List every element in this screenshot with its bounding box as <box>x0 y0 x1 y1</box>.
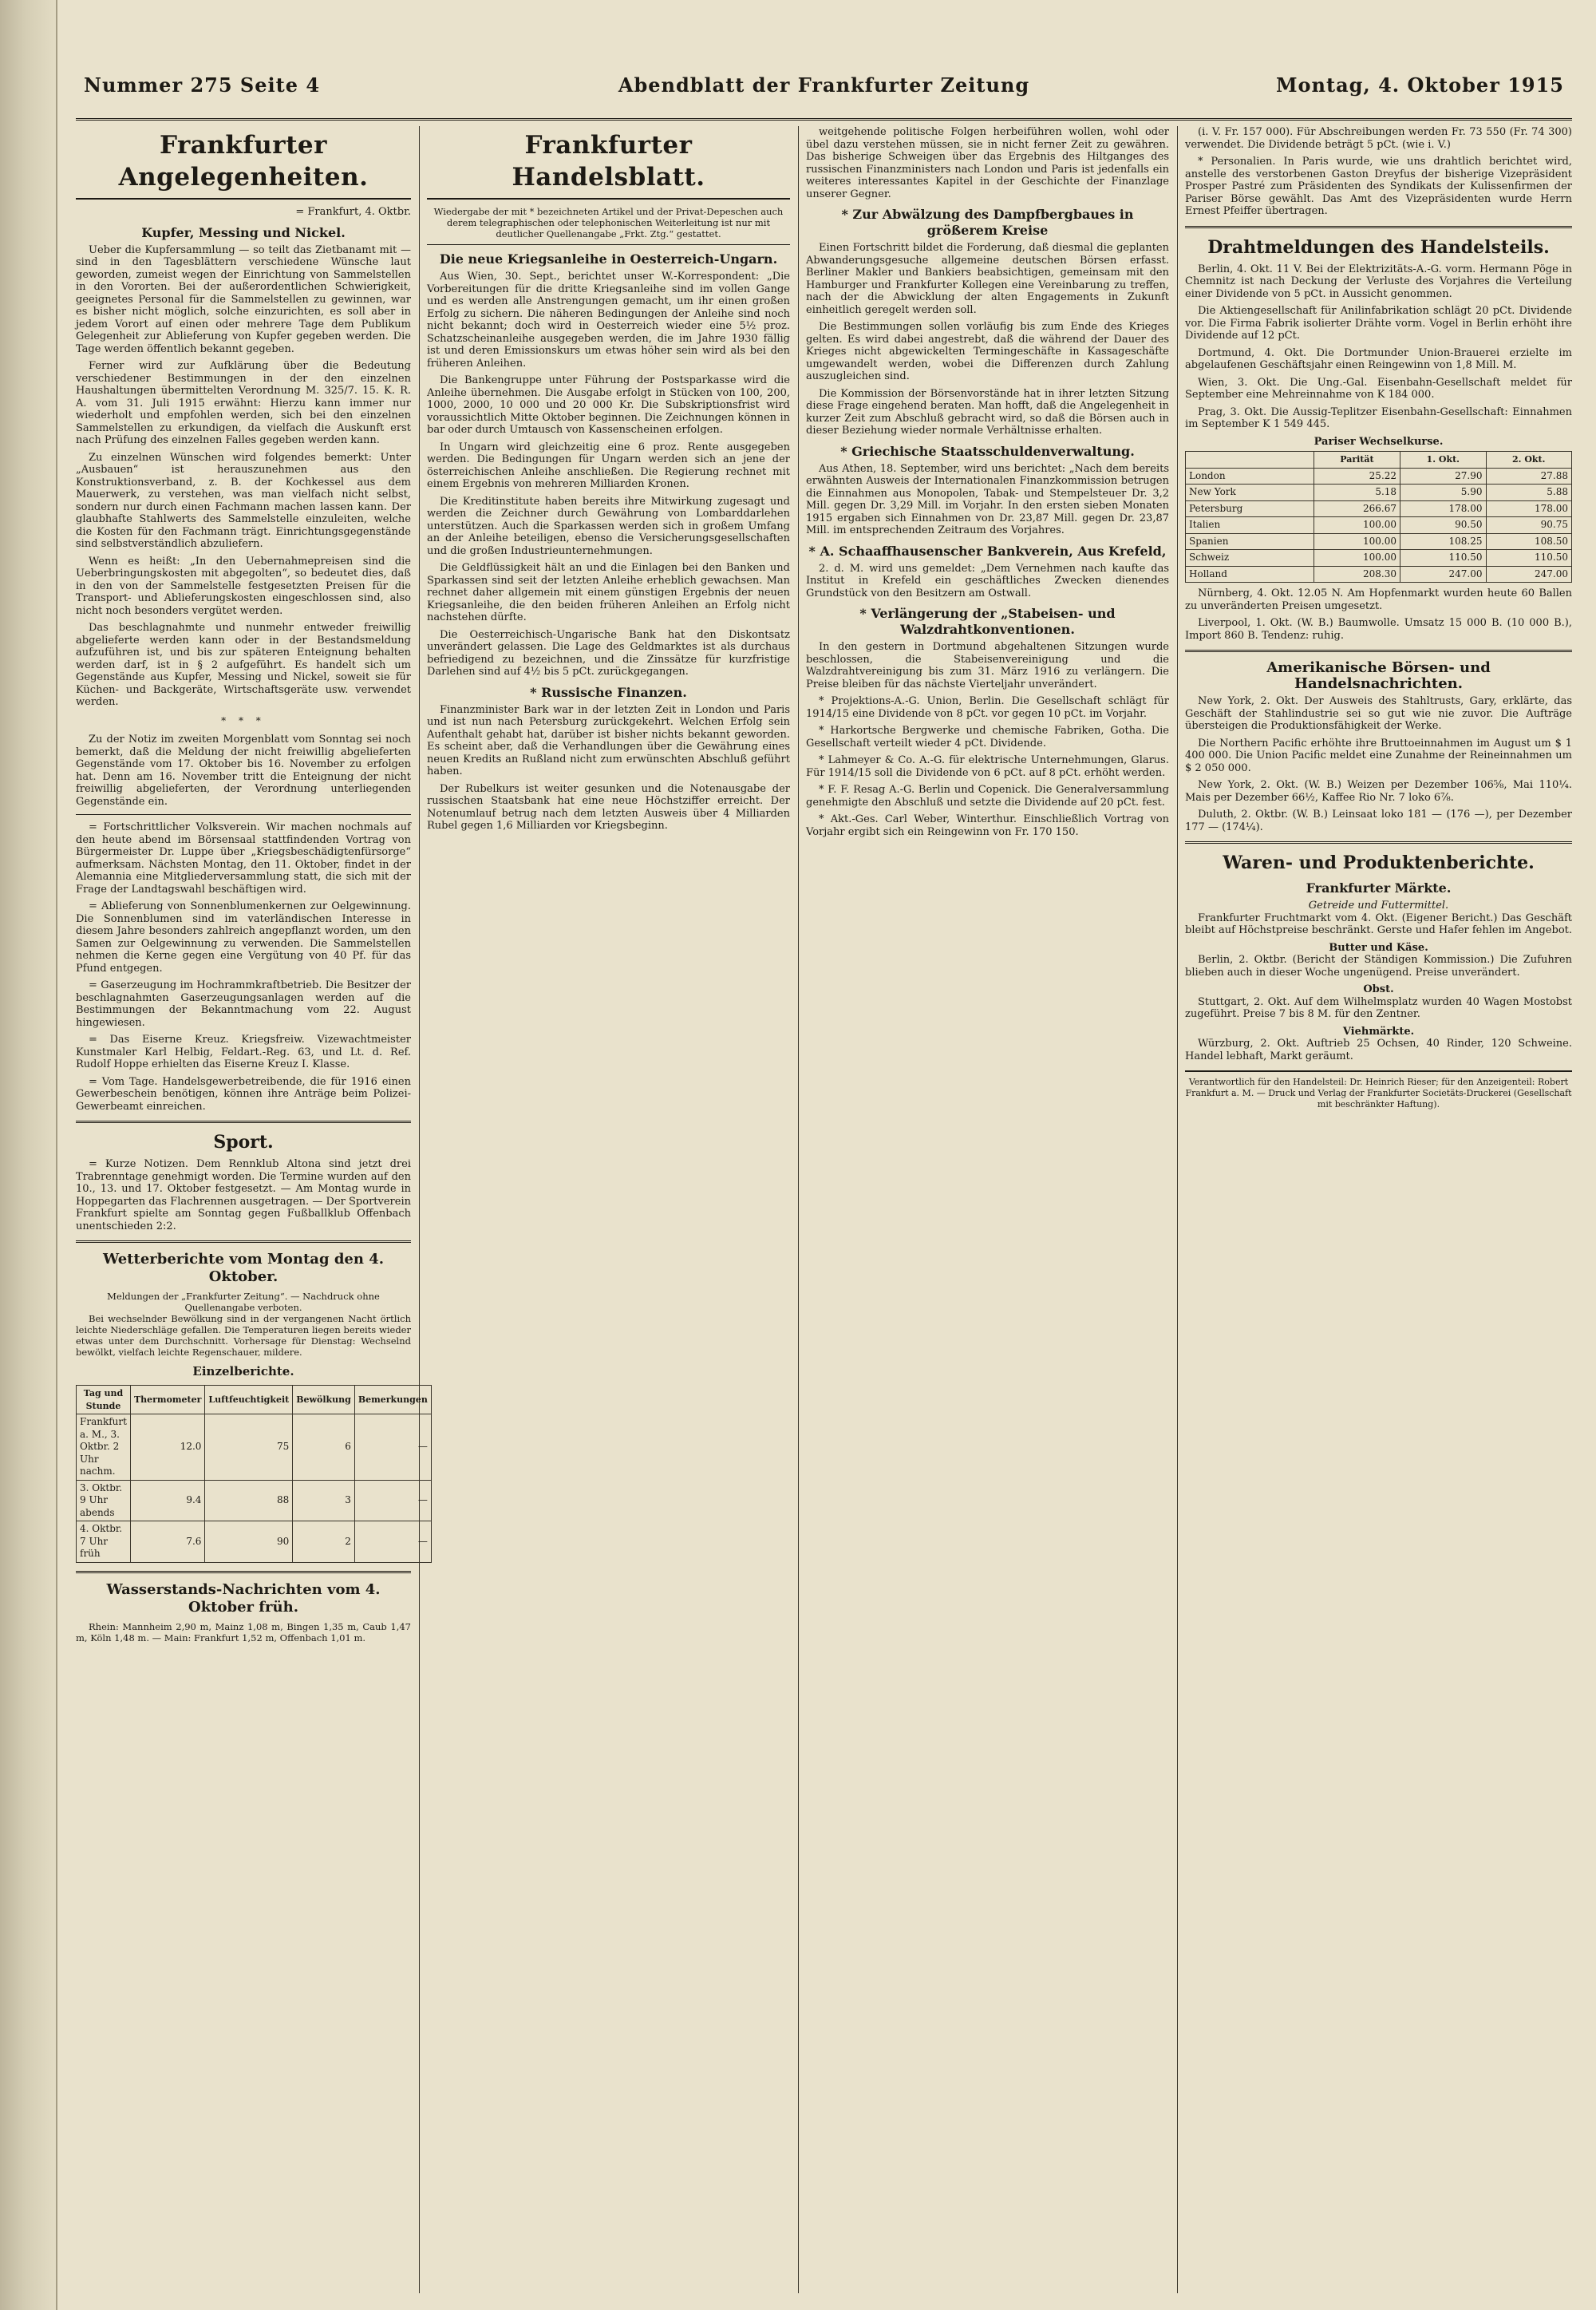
exchange-row <box>1186 517 1572 534</box>
imprint: Verantwortlich für den Handelsteil: Dr. Heinrich Rieser; für den Anzeigenteil: Robert Frankfurt a. M. — Druck und Verlag der Frankfurter Societäts-Druckerei (Gesellschaft mit beschränkter Haftung). <box>1185 1070 1572 1110</box>
table-cell: 5.88 <box>1486 485 1572 501</box>
section-title: Frankfurter Angelegenheiten. <box>76 129 411 200</box>
table-header-cell: Bewölkung <box>293 1386 355 1414</box>
news-item: = Gaserzeugung im Hochrammkraftbetrieb. Die Besitzer der beschlagnahmten Gaserzeugungsanlagen werden auf die Bestimmungen der Bekanntmachung vom 22. August hingewiesen. <box>76 979 411 1029</box>
issue-date: Montag, 4. Oktober 1915 <box>1275 73 1564 97</box>
commodity-reports-title: Waren- und Produktenberichte. <box>1223 852 1535 873</box>
article-paragraph: In den gestern in Dortmund abgehaltenen Sitzungen wurde beschlossen, die Stabeisenvereinigung und die Walzdrahtvereinigung bis zum 31. März 1916 zu verlängern. Die Preise bleiben für das nächste Vierteljahr unverändert. <box>806 641 1169 690</box>
market-subtitle: Butter und Käse. <box>1329 941 1428 954</box>
market-item: Stuttgart, 2. Okt. Auf dem Wilhelmsplatz wurden 40 Wagen Mostobst zugeführt. Preise 7 bis 8 M. für den Zentner. <box>1185 995 1572 1020</box>
news-item: = Das Eiserne Kreuz. Kriegsfreiw. Vizewachtmeister Kunstmaler Karl Helbig, Feldart.-Reg. 63, und Lt. d. Ref. Rudolf Hoppe erhielten das Eiserne Kreuz I. Klasse. <box>76 1034 411 1070</box>
weather-table <box>76 1385 432 1563</box>
article-headline: Kupfer, Messing und Nickel. <box>141 224 346 240</box>
exchange-row <box>1186 566 1572 583</box>
article-paragraph: Die Kreditinstitute haben bereits ihre Mitwirkung zugesagt und werden die Zeichner durch Gewährung von Lombarddarlehen unterstützen. Auch die Sparkassen werden sich in großem Umfang an der Anleihe beteiligen, ebenso die Versicherungsgesellschaften und die großen Industrieunternehmungen. <box>427 495 790 557</box>
article-headline: * Russische Finanzen. <box>530 684 687 700</box>
table-header-cell: Parität <box>1314 452 1400 469</box>
article-paragraph: Die Kommission der Börsenvorstände hat in ihrer letzten Sitzung diese Frage eingehend beraten. Man hofft, daß die Angelegenheit in kurzer Zeit zum Abschluß gebracht wird, so daß die Börsen auch in dieser Beziehung wieder normale Verhältnisse erhalten. <box>806 387 1169 437</box>
wire-item: Die Northern Pacific erhöhte ihre Bruttoeinnahmen im August um $ 1 400 000. Die Union Pacific meldet eine Zunahme der Reineinnahmen um $ 2 050 000. <box>1185 737 1572 774</box>
newspaper-page <box>76 70 1572 2297</box>
table-cell: Holland <box>1186 566 1314 583</box>
table-cell: 110.50 <box>1486 550 1572 567</box>
exchange-row <box>1186 500 1572 517</box>
table-cell: — <box>354 1480 431 1521</box>
weather-row <box>77 1414 432 1481</box>
table-cell: 108.50 <box>1486 533 1572 550</box>
table-cell: 3. Oktbr. 9 Uhr abends <box>77 1480 131 1521</box>
article-headline: * Zur Abwälzung des Dampfbergbaues in größerem Kreise <box>841 207 1134 238</box>
market-item: Frankfurter Fruchtmarkt vom 4. Okt. (Eigener Bericht.) Das Geschäft bleibt auf Höchstpreise beschränkt. Gerste und Hafer fehlen im Angebot. <box>1185 912 1572 936</box>
table-header-cell: Tag und Stunde <box>77 1386 131 1414</box>
divider <box>76 1240 411 1243</box>
wire-item: New York, 2. Okt. (W. B.) Weizen per Dezember 106⅝, Mai 110¼. Mais per Dezember 66½, Kaffee Rio Nr. 7 loko 6⅞. <box>1185 779 1572 804</box>
divider <box>1185 650 1572 652</box>
table-cell: 178.00 <box>1486 500 1572 517</box>
table-cell: 4. Oktbr. 7 Uhr früh <box>77 1521 131 1563</box>
article-paragraph: Die Bestimmungen sollen vorläufig bis zum Ende des Krieges gelten. Es wird dabei angestrebt, daß die während der Dauer des Krieges nicht abgewickelten Termingeschäfte in Kassageschäfte umgewandelt werden, wobei die Differenzen durch Zahlung auszugleichen sind. <box>806 321 1169 382</box>
exchange-row <box>1186 550 1572 567</box>
table-cell: 110.50 <box>1400 550 1486 567</box>
table-cell: 90.50 <box>1400 517 1486 534</box>
table-header-cell: Thermometer <box>130 1386 204 1414</box>
wire-item: Die Aktiengesellschaft für Anilinfabrikation schlägt 20 pCt. Dividende vor. Die Firma Fabrik isolierter Drähte vorm. Vogel in Berlin erhöht ihre Dividende auf 12 pCt. <box>1185 305 1572 342</box>
column-wire-reports <box>1185 126 1572 2297</box>
weather-table-title: Einzelberichte. <box>192 1364 294 1378</box>
weather-text: Bei wechselnder Bewölkung sind in der vergangenen Nacht örtlich leichte Niederschläge gefallen. Die Temperaturen liegen bereits wieder etwas unter dem Durchschnitt. Vorhersage für Dienstag: Wechselnd bewölkt, vielfach leichte Regenschauer, mildere. <box>76 1313 411 1358</box>
market-item: Berlin, 2. Oktbr. (Bericht der Ständigen Kommission.) Die Zufuhren blieben auch in dieser Woche ungenügend. Preise unverändert. <box>1185 954 1572 979</box>
table-cell: 2 <box>293 1521 355 1563</box>
column-rule <box>419 126 420 2293</box>
wire-item: Berlin, 4. Okt. 11 V. Bei der Elektrizitäts-A.-G. vorm. Hermann Pöge in Chemnitz ist nach Deckung der Verluste des Vorjahres die Verteilung einer Dividende von 5 pCt. in Aussicht genommen. <box>1185 263 1572 300</box>
table-cell: 90 <box>205 1521 293 1563</box>
article-paragraph: Die Geldflüssigkeit hält an und die Einlagen bei den Banken und Sparkassen sind seit der letzten Anleihe erheblich gewachsen. Man rechnet daher allgemein mit einem günstigen Ergebnis der neuen Kriegsanleihe, die den beiden früheren Anleihen an Erfolg nicht nachstehen dürfte. <box>427 562 790 623</box>
article-paragraph: Das beschlagnahmte und nunmehr entweder freiwillig abgelieferte werden kann oder in der Bestandsmeldung aufzuführen ist, und bis zur späteren Enteignung behalten werden darf, ist in § 2 aufgeführt. Es handelt sich um Gegenstände aus Kupfer, Messing und Nickel, soweit sie für Küchen- und Backgeräte, Wirtschaftsgeräte usw. verwendet werden. <box>76 622 411 708</box>
market-item: Würzburg, 2. Okt. Auftrieb 25 Ochsen, 40 Rinder, 120 Schweine. Handel lebhaft, Markt geräumt. <box>1185 1038 1572 1062</box>
table-cell: 88 <box>205 1480 293 1521</box>
dateline: = Frankfurt, 4. Oktbr. <box>295 206 411 218</box>
table-cell: Frankfurt a. M., 3. Oktbr. 2 Uhr nachm. <box>77 1414 131 1481</box>
wire-item: Prag, 3. Okt. Die Aussig-Teplitzer Eisenbahn-Gesellschaft: Einnahmen im September K 1 549 445. <box>1185 405 1572 430</box>
news-item: * Projektions-A.-G. Union, Berlin. Die Gesellschaft schlägt für 1914/15 eine Dividende von 8 pCt. vor gegen 10 pCt. im Vorjahr. <box>806 695 1169 720</box>
news-item: = Fortschrittlicher Volksverein. Wir machen nochmals auf den heute abend im Börsensaal stattfindenden Vortrag von Bürgermeister Dr. Luppe über „Kriegsbeschädigtenfürsorge“ aufmerksam. Nächsten Montag, den 11. Oktober, findet in der Alemannia eine Mitgliederversammlung statt, die sich mit der Frage der Landtagswahl beschäftigen wird. <box>76 821 411 896</box>
table-cell: 3 <box>293 1480 355 1521</box>
article-paragraph: 2. d. M. wird uns gemeldet: „Dem Vernehmen nach kaufte das Institut in Krefeld ein geschäftliches Zwecken dienendes Grundstück von den Besitzern am Ostwall. <box>806 562 1169 599</box>
table-cell: 27.88 <box>1486 468 1572 485</box>
sport-title: Sport. <box>213 1132 274 1153</box>
water-level-text: Rhein: Mannheim 2,90 m, Mainz 1,08 m, Bingen 1,35 m, Caub 1,47 m, Köln 1,48 m. — Main: Frankfurt 1,52 m, Offenbach 1,01 m. <box>76 1620 411 1644</box>
table-cell: London <box>1186 468 1314 485</box>
news-item: = Ablieferung von Sonnenblumenkernen zur Oelgewinnung. Die Sonnenblumen sind im vaterländischen Interesse in diesem Jahre besonders zahlreich angepflanzt worden, um den Samen zur Oelgewinnung zu verwenden. Die Sammelstellen nehmen die Kerne gegen eine Vergütung von 40 Pf. für das Pfund entgegen. <box>76 900 411 975</box>
news-item: * Akt.-Ges. Carl Weber, Winterthur. Einschließlich Vortrag von Vorjahr ergibt sich ein Reingewinn von Fr. 170 150. <box>806 813 1169 838</box>
table-cell: 108.25 <box>1400 533 1486 550</box>
table-header-cell: Luftfeuchtigkeit <box>205 1386 293 1414</box>
table-header-cell: 1. Okt. <box>1400 452 1486 469</box>
table-cell: Italien <box>1186 517 1314 534</box>
article-paragraph: Finanzminister Bark war in der letzten Zeit in London und Paris und ist nun nach Petersburg zurückgekehrt. Welchen Erfolg sein Aufenthalt gehabt hat, darüber ist bisher nichts bekannt geworden. Es scheint aber, daß die Verhandlungen über die Gewährung eines neuen Kredits an Rußland nicht zum erwünschten Abschluß geführt haben. <box>427 703 790 777</box>
divider <box>1185 841 1572 844</box>
article-paragraph: Wenn es heißt: „In den Uebernahmepreisen sind die Ueberbringungskosten mit abgegolten“, so bedeutet dies, daß in den von der Sammelstelle festgesetzten Preisen für die Transport- und Ablieferungskosten eingeschlossen sind, also nicht noch besonders vergütet werden. <box>76 555 411 617</box>
reprint-notice: Wiedergabe der mit * bezeichneten Artikel und der Privat-Depeschen auch derem telegraphischen oder telephonischen Weiterleitung ist nur mit deutlicher Quellenangabe „Frkt. Ztg.“ gestattet. <box>427 206 790 245</box>
table-cell: Spanien <box>1186 533 1314 550</box>
article-paragraph: Die Oesterreichisch-Ungarische Bank hat den Diskontsatz unverändert gelassen. Die Lage des Geldmarktes ist als durchaus befriedigend zu bezeichnen, und die Zinssätze für kurzfristige Darlehen sind auf 4½ bis 5 pCt. zurückgegangen. <box>427 628 790 678</box>
article-paragraph: Zu einzelnen Wünschen wird folgendes bemerkt: Unter „Ausbauen“ ist herauszunehmen aus den Konstruktionsverband, z. B. der Kochkessel aus dem Mauerwerk, zu verstehen, was man vielfach nicht selbst, sondern nur durch einen Fachmann machen lassen kann. Der glaubhafte Stahlwerts des Sammelstelle einzuleiten, welche die Kosten für den Fachmann trägt. Einrichtungsgegenstände sind selbstverständlich abzuliefern. <box>76 451 411 550</box>
divider <box>76 814 411 815</box>
table-cell: — <box>354 1521 431 1563</box>
news-item: * F. F. Resag A.-G. Berlin und Copenick. Die Generalversammlung genehmigte den Abschluß und setzte die Dividende auf 20 pCt. fest. <box>806 784 1169 809</box>
news-item: * Lahmeyer & Co. A.-G. für elektrische Unternehmungen, Glarus. Für 1914/15 soll die Dividende von 6 pCt. auf 8 pCt. erhöht werden. <box>806 754 1169 779</box>
column-local-news <box>76 126 428 2297</box>
table-cell: 100.00 <box>1314 517 1400 534</box>
newspaper-title: Abendblatt der Frankfurter Zeitung <box>618 73 1030 97</box>
table-header-cell: Bemerkungen <box>354 1386 431 1414</box>
exchange-row <box>1186 468 1572 485</box>
table-cell: Schweiz <box>1186 550 1314 567</box>
table-cell: 100.00 <box>1314 550 1400 567</box>
article-headline: * Griechische Staatsschuldenverwaltung. <box>840 443 1135 459</box>
article-paragraph: Aus Athen, 18. September, wird uns berichtet: „Nach dem bereits erwähnten Ausweis der Internationalen Finanzkommission betrugen die Einnahmen aus Monopolen, Tabak- und Stempelsteuer Dr. 3,2 Mill. gegen Dr. 3,29 Mill. im Vorjahr. In den ersten sieben Monaten 1915 ergaben sich Einnahmen von Dr. 23,87 Mill. gegen Dr. 23,87 Mill. im entsprechenden Zeitraum des Vorjahres. <box>806 462 1169 536</box>
table-cell: 178.00 <box>1400 500 1486 517</box>
article-headline: Die neue Kriegsanleihe in Oesterreich-Ungarn. <box>439 251 778 267</box>
column-rule <box>798 126 799 2293</box>
article-paragraph: Aus Wien, 30. Sept., berichtet unser W.-Korrespondent: „Die Vorbereitungen für die dritte Kriegsanleihe sind im vollen Gange und es werden alle Anstrengungen gemacht, um ihr einen großen Erfolg zu sichern. Die näheren Bedingungen der Anleihe sind noch nicht bekannt; doch wird in Oesterreich wieder eine 5½ proz. Schatzscheinanleihe ausgegeben werden, die im Jahre 1930 fällig ist und deren Emissionskurs um etwas höher sein wird als bei den früheren Anleihen. <box>427 271 790 370</box>
table-cell: 27.90 <box>1400 468 1486 485</box>
article-paragraph: Der Rubelkurs ist weiter gesunken und die Notenausgabe der russischen Staatsbank hat eine neue Höchstziffer erreicht. Der Notenumlauf betrug nach dem letzten Ausweis über 4 Milliarden Rubel gegen 1,6 Milliarden vor Kriegsbeginn. <box>427 782 790 832</box>
wire-reports-title: Drahtmeldungen des Handelsteils. <box>1207 236 1550 258</box>
column-business-continued <box>806 126 1169 2297</box>
table-cell: 9.4 <box>130 1480 204 1521</box>
wire-item: Duluth, 2. Oktbr. (W. B.) Leinsaat loko 181 — (176 —), per Dezember 177 — (174¼). <box>1185 809 1572 833</box>
table-cell: Petersburg <box>1186 500 1314 517</box>
article-paragraph: (i. V. Fr. 157 000). Für Abschreibungen werden Fr. 73 550 (Fr. 74 300) verwendet. Die Dividende beträgt 5 pCt. (wie i. V.) <box>1185 126 1572 151</box>
water-level-title: Wasserstands-Nachrichten vom 4. Oktober früh. <box>106 1580 381 1616</box>
news-item: * Harkortsche Bergwerke und chemische Fabriken, Gotha. Die Gesellschaft verteilt wieder 4 pCt. Dividende. <box>806 725 1169 750</box>
separator: * * * <box>221 714 266 726</box>
table-cell: 7.6 <box>130 1521 204 1563</box>
exchange-rate-table <box>1185 451 1572 583</box>
table-cell: 208.30 <box>1314 566 1400 583</box>
divider <box>76 1121 411 1123</box>
exchange-row <box>1186 485 1572 501</box>
table-cell: 247.00 <box>1486 566 1572 583</box>
article-paragraph: Einen Fortschritt bildet die Forderung, daß diesmal die geplanten Abwanderungsgesuche allgemeine deutschen Börsen erfasst. Berliner Makler und Bankiers beabsichtigen, gemeinsam mit den Hamburger und Frankfurter Kollegen eine Vereinbarung zu treffen, nach der die Abwicklung der alten Engagements in Zukunft einheitlich geregelt werden soll. <box>806 242 1169 316</box>
book-binding <box>0 0 57 2310</box>
news-item: * Personalien. In Paris wurde, wie uns drahtlich berichtet wird, anstelle des verstorbenen Gaston Dreyfus der bisherige Vizepräsident Prosper Pastré zum Präsidenten des Syndikats der Kulissenfirmen der Pariser Börse gewählt. Das Amt des Vizepräsidenten wurde Herrn Ernest Pfeiffer übertragen. <box>1185 156 1572 217</box>
news-item: = Vom Tage. Handelsgewerbetreibende, die für 1916 einen Gewerbeschein benötigen, können ihre Anträge beim Polizei-Gewerbeamt einreichen. <box>76 1075 411 1113</box>
wire-item: Liverpool, 1. Okt. (W. B.) Baumwolle. Umsatz 15 000 B. (10 000 B.), Import 860 B. Tendenz: ruhig. <box>1185 617 1572 642</box>
exchange-row <box>1186 533 1572 550</box>
page-number: Nummer 275 Seite 4 <box>84 73 321 97</box>
american-news-title: Amerikanische Börsen- und Handelsnachrichten. <box>1266 659 1491 692</box>
article-paragraph: Ueber die Kupfersammlung — so teilt das Zietbanamt mit — sind in den Tagesblättern verschiedene Wünsche laut geworden, zumeist wegen der Einrichtung von Sammelstellen in den Vororten. Bei der außerordentlichen Schwierigkeit, geeignetes Personal für die Sammelstellen zu gewinnen, war es bisher nicht möglich, solche einzurichten, es soll aber in jedem Vorort auf einen oder mehrere Tage dem Publikum Gelegenheit zur Ablieferung von Kupfer gegeben werden. Die Tage werden öffentlich bekannt gegeben. <box>76 243 411 355</box>
section-title: Frankfurter Handelsblatt. <box>427 129 790 200</box>
sport-text: = Kurze Notizen. Dem Rennklub Altona sind jetzt drei Trabrenntage genehmigt worden. Die Termine wurden auf den 10., 13. und 17. Oktober festgesetzt. — Am Montag wurde in Hoppegarten das Flachrennen ausgetragen. — Der Sportverein Frankfurt spielte am Sonntag gegen Fußballklub Offenbach unentschieden 2:2. <box>76 1158 411 1232</box>
table-cell: 5.18 <box>1314 485 1400 501</box>
table-cell: 25.22 <box>1314 468 1400 485</box>
article-headline: * Verlängerung der „Stabeisen- und Walzdrahtkonventionen. <box>859 606 1116 637</box>
market-subtitle: Obst. <box>1363 983 1394 995</box>
weather-row <box>77 1521 432 1563</box>
table-cell: 5.90 <box>1400 485 1486 501</box>
masthead <box>76 70 1572 121</box>
article-paragraph: Ferner wird zur Aufklärung über die Bedeutung verschiedener Bestimmungen in der den einzelnen Haushaltungen übermittelten Verordnung M. 325/7. 15. K. R. A. vom 31. Juli 1915 erwähnt: Hierzu kann immer nur wiederholt und empfohlen werden, sich bei den einzelnen Sammelstellen zu erkundigen, da vielfach die Auskunft erst nach Prüfung des einzelnen Falles gegeben werden kann. <box>76 360 411 446</box>
weather-title: Wetterberichte vom Montag den 4. Oktober. <box>102 1251 384 1285</box>
article-paragraph: Die Bankengruppe unter Führung der Postsparkasse wird die Anleihe übernehmen. Die Ausgabe erfolgt in Stücken von 100, 200, 1000, 2000, 10 000 und 20 000 Kr. Die Subskriptionsfrist wird voraussichtlich Mitte Oktober beginnen. Die Zeichnungen können in bar oder durch Umtausch von Kassenscheinen erfolgen. <box>427 374 790 436</box>
table-cell: 90.75 <box>1486 517 1572 534</box>
table-cell: 266.67 <box>1314 500 1400 517</box>
table-cell: — <box>354 1414 431 1481</box>
article-paragraph: Zu der Notiz im zweiten Morgenblatt vom Sonntag sei noch bemerkt, daß die Meldung der nicht freiwillig abgelieferten Gegenstände vom 17. Oktober bis 16. November zu erfolgen hat. Denn am 16. November tritt die Enteignung der nicht freiwillig abgelieferten, der Verordnung unterliegenden Gegenstände ein. <box>76 734 411 808</box>
wire-item: Wien, 3. Okt. Die Ung.-Gal. Eisenbahn-Gesellschaft meldet für September eine Mehreinnahme von K 184 000. <box>1185 376 1572 401</box>
wire-item: Dortmund, 4. Okt. Die Dortmunder Union-Brauerei erzielte im abgelaufenen Geschäftsjahr einen Reingewinn von 1,8 Mill. M. <box>1185 346 1572 371</box>
divider <box>1185 226 1572 228</box>
table-cell: 100.00 <box>1314 533 1400 550</box>
weather-subtitle: Meldungen der „Frankfurter Zeitung“. — Nachdruck ohne Quellenangabe verboten. <box>107 1291 380 1313</box>
table-cell: 6 <box>293 1414 355 1481</box>
table-header-cell: 2. Okt. <box>1486 452 1572 469</box>
column-rule <box>1177 126 1178 2293</box>
article-headline: * A. Schaaffhausenscher Bankverein, Aus Krefeld, <box>808 543 1167 559</box>
market-title: Frankfurter Märkte. <box>1306 880 1452 896</box>
article-paragraph: weitgehende politische Folgen herbeiführen wollen, wohl oder übel dazu verstehen müssen, sie in nicht ferner Zeit zu gewähren. Das bisherige Schweigen über das Ergebnis des Hiltganges des russischen Finanzministers nach London und Paris ist jedenfalls ein weiteres interessantes Kapitel in der Geschichte der Finanzlage unserer Gegner. <box>806 126 1169 200</box>
article-paragraph: In Ungarn wird gleichzeitig eine 6 proz. Rente ausgegeben werden. Die Bedingungen für Ungarn werden sich an jene der österreichischen Anleihe anschließen. Die Regierung rechnet mit einem Ergebnis von mehreren Milliarden Kronen. <box>427 441 790 490</box>
divider <box>76 1571 411 1573</box>
table-cell: 75 <box>205 1414 293 1481</box>
wire-item: Nürnberg, 4. Okt. 12.05 N. Am Hopfenmarkt wurden heute 60 Ballen zu unveränderten Preisen umgesetzt. <box>1185 587 1572 612</box>
table-cell: New York <box>1186 485 1314 501</box>
column-business <box>427 126 790 2297</box>
market-subtitle: Viehmärkte. <box>1342 1025 1415 1038</box>
market-subtitle: Getreide und Futtermittel. <box>1308 900 1449 912</box>
wire-item: New York, 2. Okt. Der Ausweis des Stahltrusts, Gary, erklärte, das Geschäft der Stahlindustrie sei so gut wie nie zuvor. Die Aufträge übersteigen die Produktionsfähigkeit der Werke. <box>1185 695 1572 732</box>
table-cell: 247.00 <box>1400 566 1486 583</box>
exchange-table-title: Pariser Wechselkurse. <box>1314 435 1444 448</box>
weather-row <box>77 1480 432 1521</box>
table-cell: 12.0 <box>130 1414 204 1481</box>
table-header-cell <box>1186 452 1314 469</box>
